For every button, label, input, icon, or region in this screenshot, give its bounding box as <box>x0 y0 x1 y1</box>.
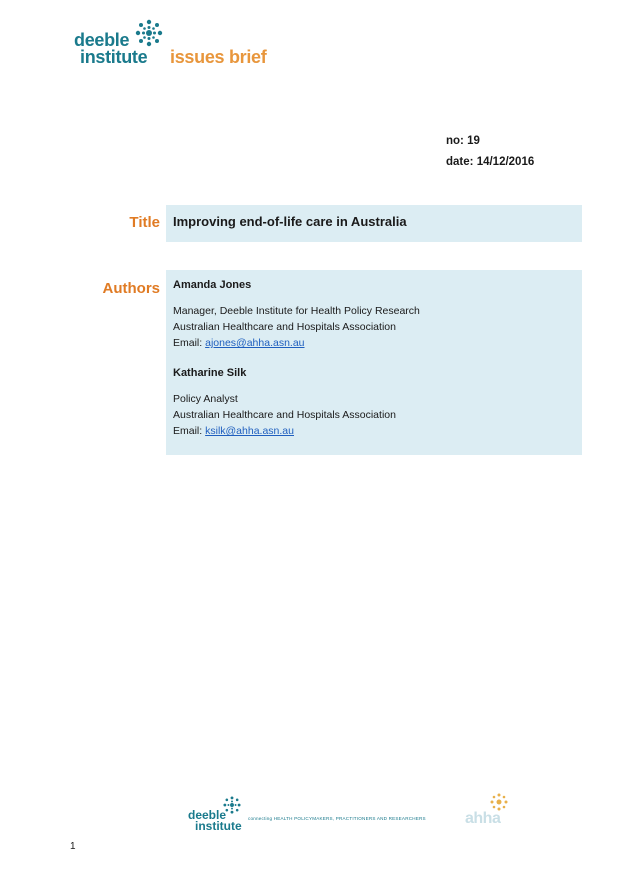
author-email-row <box>173 335 573 351</box>
issue-number <box>446 135 480 147</box>
sun-logo-icon <box>488 792 510 812</box>
authors-section-label: Authors <box>102 280 160 297</box>
footer-deeble-logo <box>188 794 426 834</box>
issue-date <box>446 156 534 168</box>
author-email-label: Email: <box>173 425 203 437</box>
author-email-link[interactable]: ajones@ahha.asn.au <box>205 337 305 349</box>
deeble-institute-logo <box>74 16 274 70</box>
author-name: Katharine Silk <box>173 367 247 379</box>
author-block <box>173 367 573 439</box>
logo-text-institute: institute <box>80 47 148 67</box>
document-title: Improving end-of-life care in Australia <box>173 214 407 229</box>
issue-number-value: 19 <box>467 135 480 147</box>
logo-text-deeble: deeble <box>74 30 130 50</box>
issue-number-label: no: <box>446 135 464 147</box>
author-role: Policy Analyst <box>173 393 238 405</box>
issue-date-label: date: <box>446 156 474 168</box>
author-name: Amanda Jones <box>173 279 252 291</box>
footer-tagline: connecting HEALTH POLICYMAKERS, PRACTITIONERS AND RESEARCHERS <box>248 816 426 821</box>
author-email-row <box>173 423 573 439</box>
author-organisation: Australian Healthcare and Hospitals Association <box>173 321 396 333</box>
author-email-link[interactable]: ksilk@ahha.asn.au <box>205 425 294 437</box>
author-email-label: Email: <box>173 337 203 349</box>
ahha-logo-text: ahha <box>465 810 501 827</box>
snowflake-logo-icon <box>132 16 166 50</box>
ahha-logo <box>462 792 522 838</box>
logo-text-issues-brief: issues brief <box>170 47 267 67</box>
title-section-label: Title <box>129 214 160 231</box>
footer-logo-text-institute: institute <box>195 819 242 833</box>
author-block <box>173 279 573 351</box>
issue-date-value: 14/12/2016 <box>476 156 535 168</box>
author-organisation: Australian Healthcare and Hospitals Association <box>173 409 396 421</box>
author-role: Manager, Deeble Institute for Health Policy Research <box>173 305 420 317</box>
page-number: 1 <box>70 841 76 852</box>
footer-logo-text-deeble: deeble <box>188 808 227 822</box>
